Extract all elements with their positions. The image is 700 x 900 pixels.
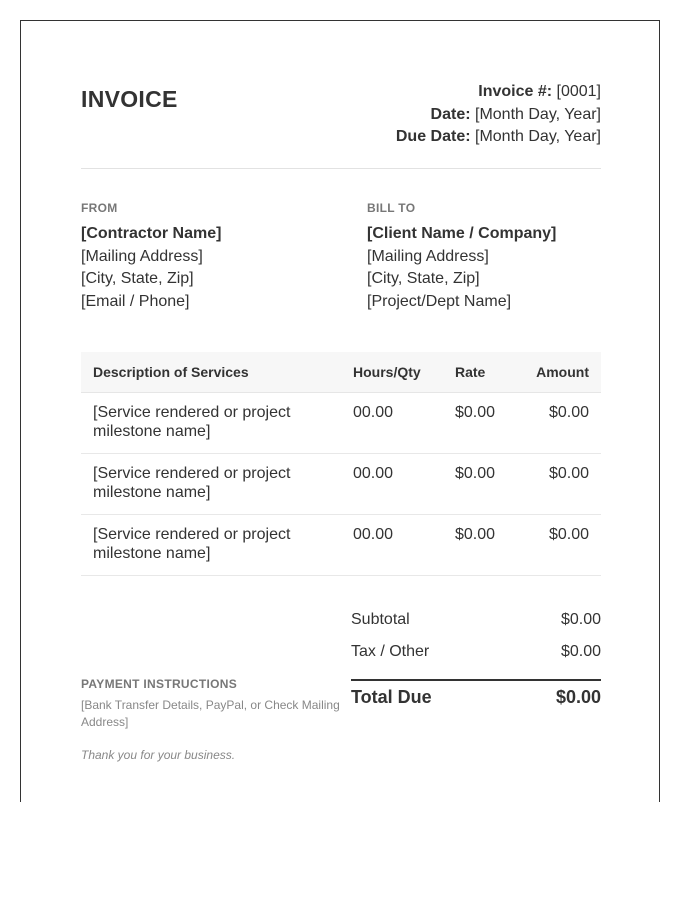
subtotal-value: $0.00 (560, 611, 601, 628)
from-label: FROM (81, 201, 118, 215)
tax-value: $0.00 (560, 643, 601, 660)
invoice-number-line (396, 81, 601, 104)
invoice-page (20, 20, 660, 802)
services-table (81, 352, 601, 576)
table-row (81, 454, 601, 515)
from-city-state-zip: [City, State, Zip] (81, 270, 194, 287)
total-due-row (351, 687, 601, 717)
invoice-date-value: [Month Day, Year] (475, 105, 601, 123)
bill-to-city-state-zip: [City, State, Zip] (367, 270, 480, 287)
table-row (81, 515, 601, 576)
tax-row (351, 643, 601, 675)
from-email-phone: [Email / Phone] (81, 292, 190, 310)
row-description: [Service rendered or project milestone name] (93, 404, 291, 440)
subtotal-label: Subtotal (351, 611, 410, 628)
payment-instructions-label: PAYMENT INSTRUCTIONS (81, 677, 238, 691)
subtotal-row (351, 611, 601, 643)
invoice-due-date-line (396, 126, 601, 149)
invoice-number-label: Invoice #: (478, 83, 553, 100)
bill-to-project-name: [Project/Dept Name] (367, 292, 512, 310)
invoice-due-date-value: [Month Day, Year] (475, 128, 601, 145)
row-rate: $0.00 (455, 404, 496, 421)
payment-instructions-section (81, 677, 346, 730)
header-hours-qty: Hours/Qty (353, 364, 421, 380)
total-due-value: $0.00 (555, 687, 601, 707)
contractor-name: [Contractor Name] (81, 225, 222, 242)
payment-instructions-text: [Bank Transfer Details, PayPal, or Check Mailing Address] (81, 698, 340, 729)
tax-label: Tax / Other (351, 643, 430, 660)
from-section (81, 201, 341, 313)
invoice-content (81, 21, 601, 802)
thank-you-note: Thank you for your business. (81, 748, 236, 762)
table-row (81, 393, 601, 454)
table-header (81, 352, 601, 393)
row-rate: $0.00 (455, 465, 496, 482)
invoice-due-date-label: Due Date: (395, 128, 471, 145)
row-qty: 00.00 (353, 404, 394, 421)
row-amount: $0.00 (548, 404, 589, 421)
total-due-label: Total Due (351, 687, 432, 707)
header-amount: Amount (536, 364, 589, 380)
bill-to-label: BILL TO (367, 201, 416, 215)
invoice-title: INVOICE (81, 86, 178, 112)
invoice-meta (396, 81, 601, 149)
invoice-number-value: [0001] (556, 83, 601, 100)
totals-section (351, 611, 601, 717)
invoice-date-label: Date: (430, 105, 471, 123)
header-description: Description of Services (93, 364, 249, 380)
header-rate: Rate (455, 364, 486, 380)
from-mailing-address: [Mailing Address] (81, 247, 203, 265)
bill-to-mailing-address: [Mailing Address] (367, 247, 489, 265)
row-rate: $0.00 (455, 526, 496, 543)
bill-to-section (367, 201, 627, 313)
row-amount: $0.00 (548, 526, 589, 543)
client-name: [Client Name / Company] (367, 225, 557, 242)
row-description: [Service rendered or project milestone name] (93, 526, 291, 562)
row-qty: 00.00 (353, 465, 394, 482)
total-divider (351, 679, 601, 681)
row-amount: $0.00 (548, 465, 589, 482)
header-divider (81, 168, 601, 169)
row-qty: 00.00 (353, 526, 394, 543)
invoice-date-line (396, 104, 601, 127)
row-description: [Service rendered or project milestone name] (93, 465, 291, 501)
